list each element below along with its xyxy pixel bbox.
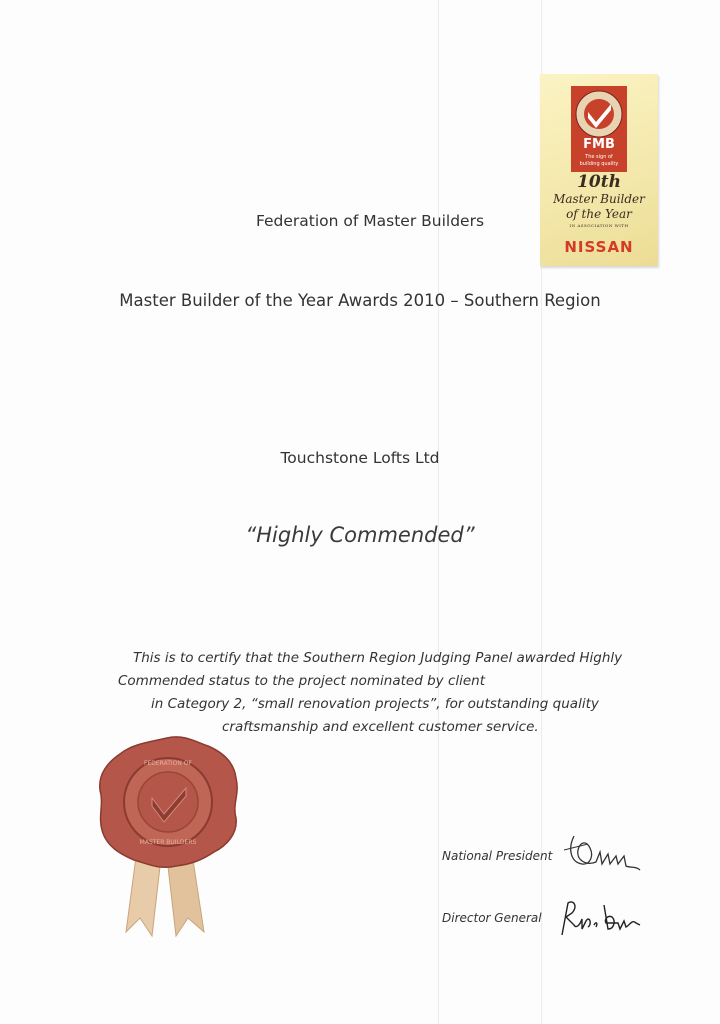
svg-text:MASTER BUILDERS: MASTER BUILDERS	[139, 839, 197, 846]
badge-association-text: IN ASSOCIATION WITH	[569, 223, 629, 228]
president-label: National President	[442, 849, 553, 863]
wax-seal-icon	[92, 732, 242, 942]
fmb-logo-text: FMB	[583, 137, 615, 152]
director-signature-icon	[552, 895, 652, 940]
badge-edition: 10th	[577, 172, 621, 192]
organisation-name: Federation of Master Builders	[255, 212, 485, 230]
director-label: Director General	[442, 911, 542, 925]
fmb-logo-icon	[571, 86, 627, 172]
certificate-text-line: craftsmanship and excellent customer service.	[222, 719, 539, 735]
certificate-text-line: This is to certify that the Southern Region Judging Panel awarded Highly	[133, 650, 623, 666]
award-badge	[540, 74, 658, 266]
president-signature-icon	[560, 826, 650, 876]
svg-text:FEDERATION OF: FEDERATION OF	[144, 760, 192, 767]
svg-text:The sign of: The sign of	[585, 154, 613, 160]
badge-sponsor: NISSAN	[564, 238, 634, 256]
award-title: Master Builder of the Year Awards 2010 – Southern Region	[119, 291, 601, 310]
company-name: Touchstone Lofts Ltd	[280, 449, 440, 467]
svg-text:building quality: building quality	[579, 161, 619, 167]
certificate-text-line: in Category 2, “small renovation projects”, for outstanding quality	[151, 696, 599, 712]
badge-title-line1: Master Builder	[553, 192, 645, 206]
badge-title-line2: of the Year	[566, 207, 632, 221]
award-status: “Highly Commended”	[245, 523, 475, 547]
fold-crease	[438, 0, 439, 1024]
certificate-text-line: Commended status to the project nominated by client	[118, 673, 486, 689]
